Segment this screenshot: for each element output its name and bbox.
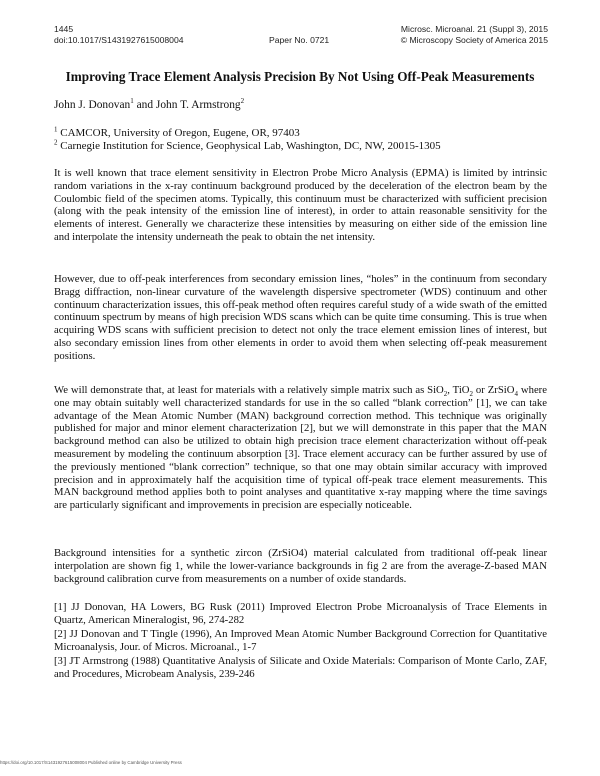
author-1: John J. Donovan [54, 99, 131, 111]
author-1-affil-mark: 1 [130, 97, 134, 106]
journal-citation: Microsc. Microanal. 21 (Suppl 3), 2015 [400, 24, 548, 34]
author-2: and John T. Armstrong [133, 99, 241, 111]
reference-2: [2] JJ Donovan and T Tingle (1996), An Improved Mean Atomic Number Background Correction for Quantitative Microanalysis, Jour. of Micros. Microanal., 1-7 [54, 627, 547, 653]
paragraph-3-part-d: where one may obtain suitably well characterized standards for use in the so called “blank correction” [1], we can take advantage of the Mean Atomic Number (MAN) background correction method. This technique was originally published for major and minor element characterization [2], but we will demonstrate in this paper that the MAN background method can also be utilized to obtain high precision trace element characterization without off-peak measurement by modeling the continuum absorption [3]. Trace element accuracy can be further assured by use of the previously mentioned “blank correction” technique, so that one may obtain similar accuracy with improved precision and in approximately half the acquisition time of typical off-peak trace element measurements. This MAN background method applies both to point analyses and quantitative x-ray mapping where the time savings are particularly significant and improvements in precision are especially noticeable. [54, 384, 547, 512]
affiliation-2 [54, 140, 441, 153]
reference-3: [3] JT Armstrong (1988) Quantitative Analysis of Silicate and Oxide Materials: Comparison of Monte Carlo, ZAF, and Procedures, Microbeam Analysis, 239-246 [54, 654, 547, 680]
author-list [54, 99, 244, 111]
reference-list [54, 601, 547, 682]
copyright: © Microscopy Society of America 2015 [400, 35, 548, 45]
paragraph-1: It is well known that trace element sensitivity in Electron Probe Micro Analysis (EPMA) is limited by intrinsic random variations in the x-ray continuum background produced by the deceleration of the electron beam by the Coulombic field of the specimen atoms. Typically, this continuum must be characterized with sufficient precision (along with the peak intensity of the emission line of interest), in order to attain reasonable sensitivity for the elements of interest. Generally we characterize these intensities by measuring on either side of the emission line and interpolate the intensity underneath the peak to obtain the net intensity. [54, 167, 547, 243]
paragraph-3-part-b: , TiO [447, 384, 470, 396]
paper-number: Paper No. 0721 [269, 35, 330, 45]
affiliation-2-mark: 2 [54, 138, 58, 147]
affiliations [54, 127, 441, 153]
doi: doi:10.1017/S1431927615008004 [54, 35, 184, 45]
page-header [54, 24, 548, 46]
paragraph-4: Background intensities for a synthetic zircon (ZrSiO4) material calculated from traditional off-peak linear interpolation are shown fig 1, while the lower-variance backgrounds in fig 2 are from the average-Z-based MAN background calibration curve from measurements on a number of oxide standards. [54, 547, 547, 585]
affiliation-2-text: Carnegie Institution for Science, Geophysical Lab, Washington, DC, NW, 20015-1305 [57, 140, 441, 152]
paragraph-3-part-c: or ZrSiO [473, 384, 515, 396]
subscript-sio2: 2 [443, 390, 448, 399]
paragraph-3 [54, 384, 547, 512]
paragraph-2: However, due to off-peak interferences from secondary emission lines, “holes” in the continuum from secondary Bragg diffraction, non-linear curvature of the wavelength dispersive spectrometer (WDS) continuum and other continuum characterization issues, this off-peak method often requires careful study of a wide swath of the emitted continuum spectrum by means of high precision WDS scans which can be quite time consuming. This is true when acquiring WDS scans with sufficient precision to detect not only the trace element emission lines of interest, but also secondary emission lines from other elements in order to avoid them when selecting off-peak measurement positions. [54, 273, 547, 362]
affiliation-1 [54, 127, 441, 140]
page-number: 1445 [54, 24, 74, 34]
subscript-tio2: 2 [469, 390, 474, 399]
subscript-zrsio4: 4 [514, 390, 518, 399]
footer-doi-link[interactable]: https://doi.org/10.1017/S1431927615008004 Published online by Cambridge University Press [0, 760, 182, 765]
author-2-affil-mark: 2 [240, 97, 245, 106]
affiliation-1-mark: 1 [54, 125, 58, 134]
affiliation-1-text: CAMCOR, University of Oregon, Eugene, OR, 97403 [57, 127, 300, 139]
reference-1: [1] JJ Donovan, HA Lowers, BG Rusk (2011) Improved Electron Probe Microanalysis of Trace Elements in Quartz, American Mineralogist, 96, 274-282 [54, 601, 547, 626]
paper-title: Improving Trace Element Analysis Precision By Not Using Off-Peak Measurements [65, 69, 535, 84]
paragraph-3-part-a: We will demonstrate that, at least for materials with a relatively simple matrix such as SiO [54, 384, 444, 396]
